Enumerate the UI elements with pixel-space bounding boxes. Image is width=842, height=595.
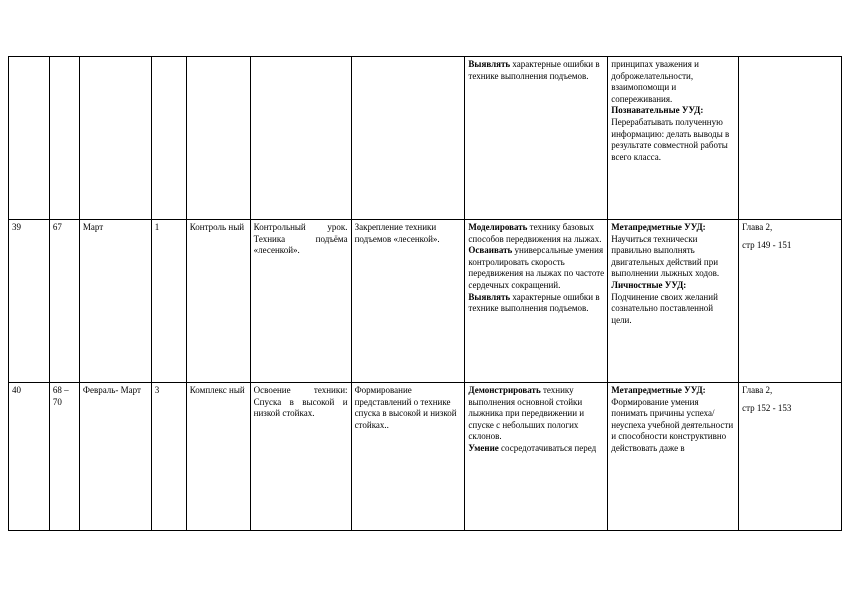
- student-activity-paragraph: [468, 222, 604, 245]
- uud-skills-label: Метапредметные УУД:: [611, 222, 706, 232]
- lesson-number: 39: [9, 220, 50, 383]
- table-row: [9, 383, 842, 531]
- uud-skills-text: принципах уважения и доброжелательности, взаимопомощи и сопереживания.: [611, 59, 699, 104]
- student-activity-paragraph: [468, 292, 604, 315]
- textbook-ref: [739, 57, 842, 220]
- textbook-ref: [739, 383, 842, 531]
- student-activity-label: Умение: [468, 442, 499, 453]
- student-activity-text: технику базовых способов передвижения на лыжах.: [468, 222, 602, 244]
- student-activity-paragraph: [468, 245, 604, 291]
- uud-skills: [608, 57, 739, 220]
- student-activity-label: Осваивать: [468, 245, 513, 256]
- lesson-content: [351, 57, 465, 220]
- hour-number: [49, 57, 79, 220]
- lesson-plan-table: [8, 56, 842, 531]
- lesson-topic: [250, 57, 351, 220]
- uud-skills: [608, 220, 739, 383]
- hours-count: 3: [151, 383, 186, 531]
- table-row: [9, 220, 842, 383]
- lesson-plan-body: [9, 57, 842, 531]
- textbook-ref-line: Глава 2,: [742, 222, 773, 232]
- uud-skills-label: Личностные УУД:: [611, 279, 687, 290]
- month: Март: [79, 220, 151, 383]
- lesson-content: Формирование представлений о технике спуска в высокой и низкой стойках..: [351, 383, 465, 531]
- uud-skills-label: Познавательные УУД:: [611, 105, 704, 116]
- student-activity-paragraph: [468, 443, 604, 455]
- uud-skills-paragraph: [611, 105, 735, 163]
- textbook-ref-line: Глава 2,: [742, 385, 773, 395]
- hours-count: 1: [151, 220, 186, 383]
- student-activity: [465, 57, 608, 220]
- student-activity-text: сосредотачиваться перед: [498, 442, 597, 453]
- student-activity: [465, 383, 608, 531]
- hour-number: 68 – 70: [49, 383, 79, 531]
- table-row: [9, 57, 842, 220]
- lesson-number: 40: [9, 383, 50, 531]
- textbook-ref-line: стр 152 - 153: [742, 402, 792, 413]
- lesson-topic: Контрольный урок. Техника подъёма «лесенкой».: [250, 220, 351, 383]
- month: [79, 57, 151, 220]
- month: Февраль- Март: [79, 383, 151, 531]
- uud-skills-text: Формирование умения понимать причины успеха/неуспеха учебной деятельности и способности конструктивно действовать даже в: [611, 396, 734, 453]
- student-activity-paragraph: [468, 385, 604, 443]
- uud-skills-paragraph: [611, 385, 735, 455]
- hours-count: [151, 57, 186, 220]
- uud-skills-label: Метапредметные УУД:: [611, 385, 706, 395]
- uud-skills-paragraph: [611, 280, 735, 326]
- student-activity-label: Демонстрировать: [468, 385, 541, 395]
- student-activity-paragraph: [468, 59, 604, 82]
- lesson-type: Контроль ный: [186, 220, 250, 383]
- student-activity: [465, 220, 608, 383]
- textbook-ref: [739, 220, 842, 383]
- student-activity-text: универсальные умения контролировать скорость передвижения на лыжах по частоте сердечных сокращений.: [468, 245, 605, 290]
- uud-skills-text: Научиться технически правильно выполнять двигательных действий при выполнении лыжных ходов.: [611, 233, 720, 279]
- uud-skills-paragraph: [611, 222, 735, 280]
- hour-number: 67: [49, 220, 79, 383]
- lesson-topic: Освоение техники: Спуска в высокой и низкой стойках.: [250, 383, 351, 531]
- student-activity-text: характерные ошибки в технике выполнения подъемов.: [468, 59, 600, 81]
- student-activity-label: Выявлять: [468, 59, 511, 69]
- student-activity-label: Выявлять: [468, 291, 511, 302]
- lesson-type: Комплекс ный: [186, 383, 250, 531]
- uud-skills-text: Подчинение своих желаний сознательно поставленной цели.: [611, 291, 718, 325]
- uud-skills: [608, 383, 739, 531]
- uud-skills-paragraph: [611, 59, 735, 105]
- student-activity-label: Моделировать: [468, 222, 528, 232]
- lesson-number: [9, 57, 50, 220]
- lesson-type: [186, 57, 250, 220]
- student-activity-text: характерные ошибки в технике выполнения подъемов.: [468, 291, 600, 314]
- uud-skills-text: Перерабатывать полученную информацию: делать выводы в результате совместной работы всего класса.: [611, 116, 730, 162]
- textbook-ref-line: стр 149 - 151: [742, 239, 792, 250]
- lesson-content: Закрепление техники подъемов «лесенкой».: [351, 220, 465, 383]
- student-activity-text: технику выполнения основной стойки лыжника при передвижении и спуске с небольших пологих склонов.: [468, 385, 585, 442]
